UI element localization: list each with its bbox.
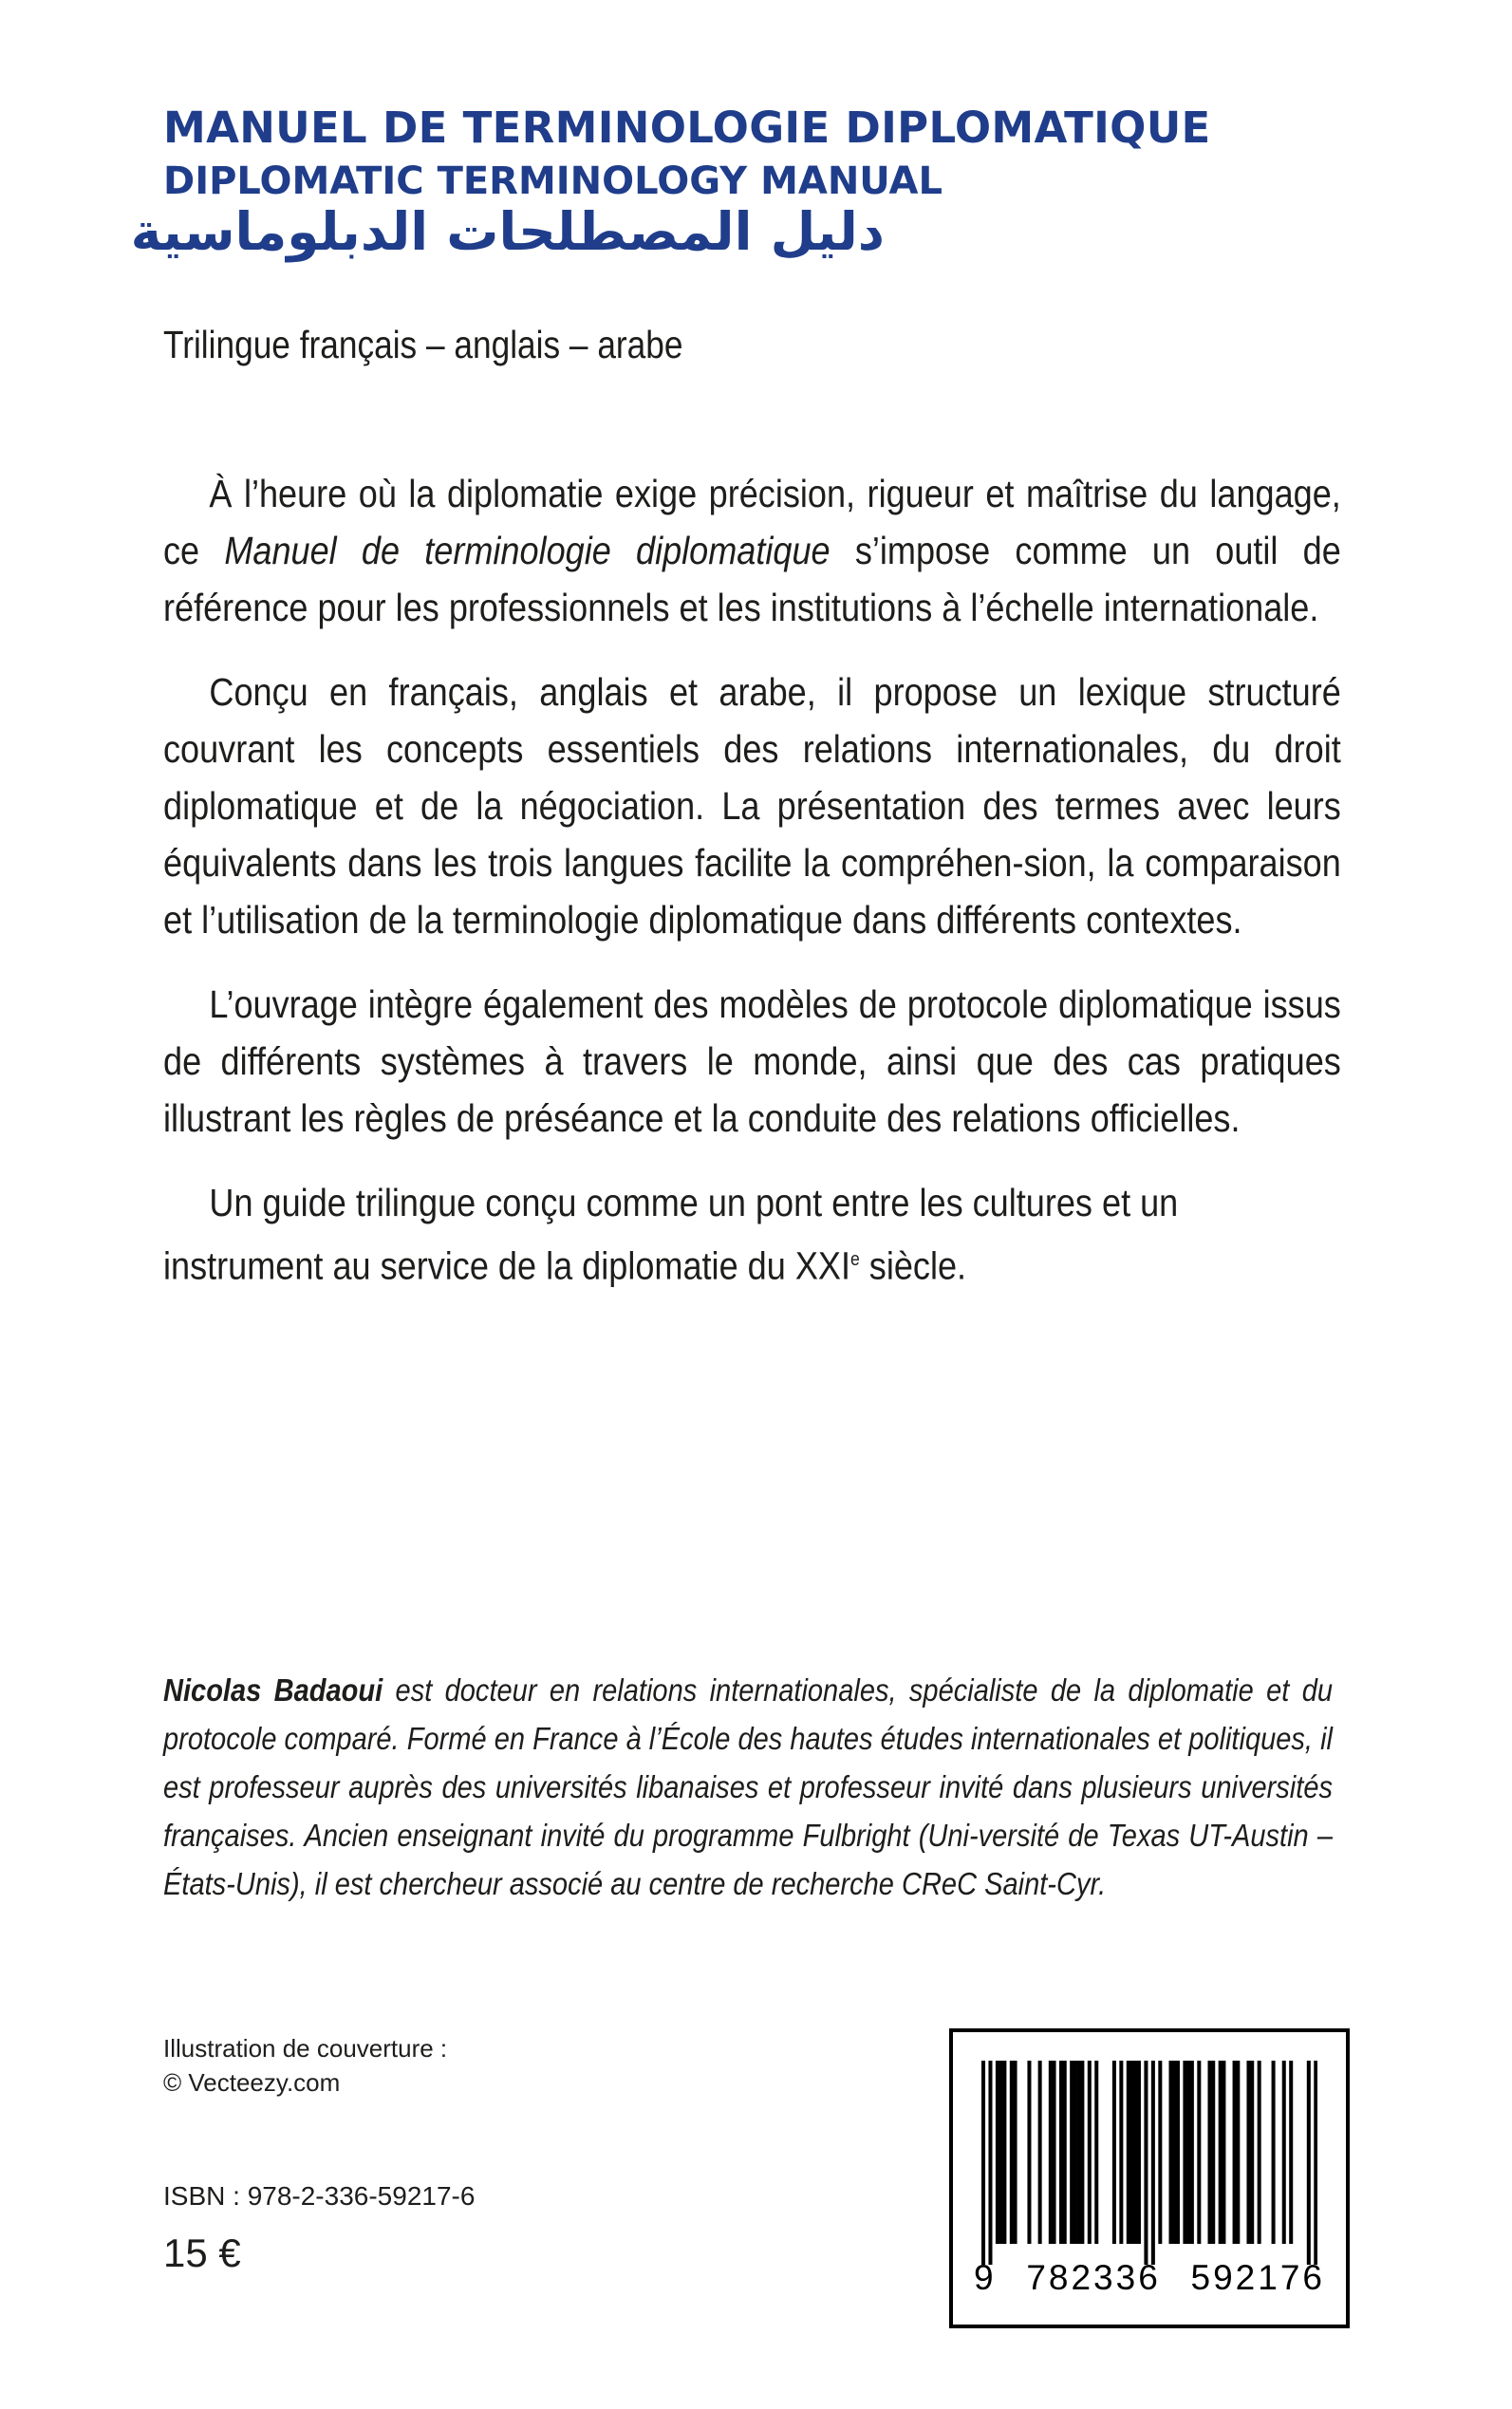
barcode-bar [1272,2061,1276,2244]
barcode-bar [1010,2061,1014,2244]
barcode-bar [1088,2061,1092,2244]
barcode-bar [1137,2061,1141,2244]
barcode-bar [1133,2061,1137,2244]
barcode-digits [953,2258,1346,2298]
barcode-bar [996,2061,999,2244]
isbn: ISBN : 978-2-336-59217-6 [163,2181,476,2211]
barcode-bar [981,2061,985,2265]
title-french: MANUEL DE TERMINOLOGIE DIPLOMATIQUE [163,103,1211,153]
barcode-bar [1172,2061,1176,2244]
barcode-bar [1094,2061,1098,2244]
blurb-p1-text-a: À l’heure où la diplomatie exige précision, rigueur et maîtrise du langage, ce [163,472,1341,572]
barcode-bar [1236,2061,1240,2244]
cover-credit [163,2031,447,2100]
blurb-paragraph-4 [163,1174,1341,1295]
barcode-bar [1053,2061,1056,2244]
barcode-bar [1168,2061,1172,2244]
barcode-bar [1258,2061,1261,2244]
barcode-bar [1250,2061,1254,2244]
author-bio-text: est docteur en relations internationales, spécialiste de la diplomatie et du protocole comparé. Formé en France à l’École des hautes études internationales et politiques, il est professeur auprès des universités libanaises et professeur invité dans plusieurs universités françaises. Ancien enseignant invité du programme Fulbright (Uni-versité de Texas UT-Austin – États-Unis), il est chercheur associé au centre de recherche CReC Saint-Cyr. [163,1672,1333,1901]
barcode-bar [1246,2061,1250,2244]
barcode-bar [1233,2061,1237,2244]
century-superscript: e [849,1249,860,1270]
barcode-bar [1176,2061,1180,2244]
author-name: Nicolas Badaoui [163,1672,383,1708]
price: 15 € [163,2231,241,2275]
barcode-bar [1190,2061,1194,2244]
barcode-digit-group-left: 782336 [1026,2258,1161,2297]
blurb-p1-text-b: s’impose comme un outil de référence pour les professionnels et les institutions à l’échelle internationale. [163,529,1341,629]
barcode-digit-group-right: 592176 [1190,2258,1325,2297]
barcode-bar [1063,2061,1067,2244]
barcode-bar [1151,2061,1155,2265]
title-arabic: دليل المصطلحات الدبلوماسية [130,201,885,262]
barcode [949,2028,1350,2328]
barcode-bar [1130,2061,1134,2244]
barcode-bar [1059,2061,1063,2244]
blurb-p4-text-a: Un guide trilingue conçu comme un pont entre les cultures et un instrument au service de la diplomatie du XXI [163,1181,1179,1288]
author-bio [163,1666,1333,1908]
barcode-bar [1314,2061,1317,2265]
barcode-bars [981,2061,1317,2265]
barcode-bar [1197,2061,1201,2244]
barcode-bar [1207,2061,1211,2244]
blurb-paragraph-2: Conçu en français, anglais et arabe, il propose un lexique structuré couvrant les concepts essentiels des relations internationales, du droit diplomatique et de la négociation. La présentation des termes avec leurs équivalents dans les trois langues facilite la compréhen-sion, la comparaison et l’utilisation de la terminologie diplomatique dans différents contextes. [163,670,1341,942]
subtitle-trilingual: Trilingue français – anglais – arabe [163,323,683,366]
barcode-bar [1014,2061,1017,2244]
barcode-bar [999,2061,1003,2244]
barcode-bar [1002,2061,1006,2244]
barcode-bar [1038,2061,1042,2244]
barcode-bar [1307,2061,1311,2265]
barcode-bar [1289,2061,1293,2244]
barcode-bar [1222,2061,1225,2244]
barcode-bar [1077,2061,1081,2244]
illustration-source: © Vecteezy.com [163,2068,341,2097]
barcode-bar [1119,2061,1123,2244]
barcode-digit-first: 9 [974,2258,997,2297]
barcode-bar [1186,2061,1190,2244]
blurb-paragraph-1 [163,465,1341,636]
barcode-bar [988,2061,992,2265]
barcode-bar [1027,2061,1031,2244]
barcode-bar [1219,2061,1223,2244]
book-title-italic: Manuel de terminologie diplomatique [224,529,831,572]
title-english: DIPLOMATIC TERMINOLOGY MANUAL [163,159,943,203]
barcode-bar [1144,2061,1148,2265]
illustration-label: Illustration de couverture : [163,2034,448,2063]
barcode-bar [1049,2061,1053,2244]
barcode-bar [1282,2061,1286,2244]
barcode-bar [1112,2061,1116,2244]
barcode-bar [1073,2061,1077,2244]
barcode-bar [1183,2061,1186,2244]
barcode-bar [1080,2061,1084,2244]
barcode-bar [1211,2061,1215,2244]
barcode-bar [1070,2061,1073,2244]
blurb [163,465,1341,1322]
barcode-bar [1127,2061,1130,2244]
blurb-p4-text-b: siècle. [859,1243,967,1288]
barcode-bar [1158,2061,1162,2244]
blurb-paragraph-3: L’ouvrage intègre également des modèles de protocole diplomatique issus de différents systèmes à travers le monde, ainsi que des cas pratiques illustrant les règles de préséance et la conduite des relations officielles. [163,982,1341,1140]
